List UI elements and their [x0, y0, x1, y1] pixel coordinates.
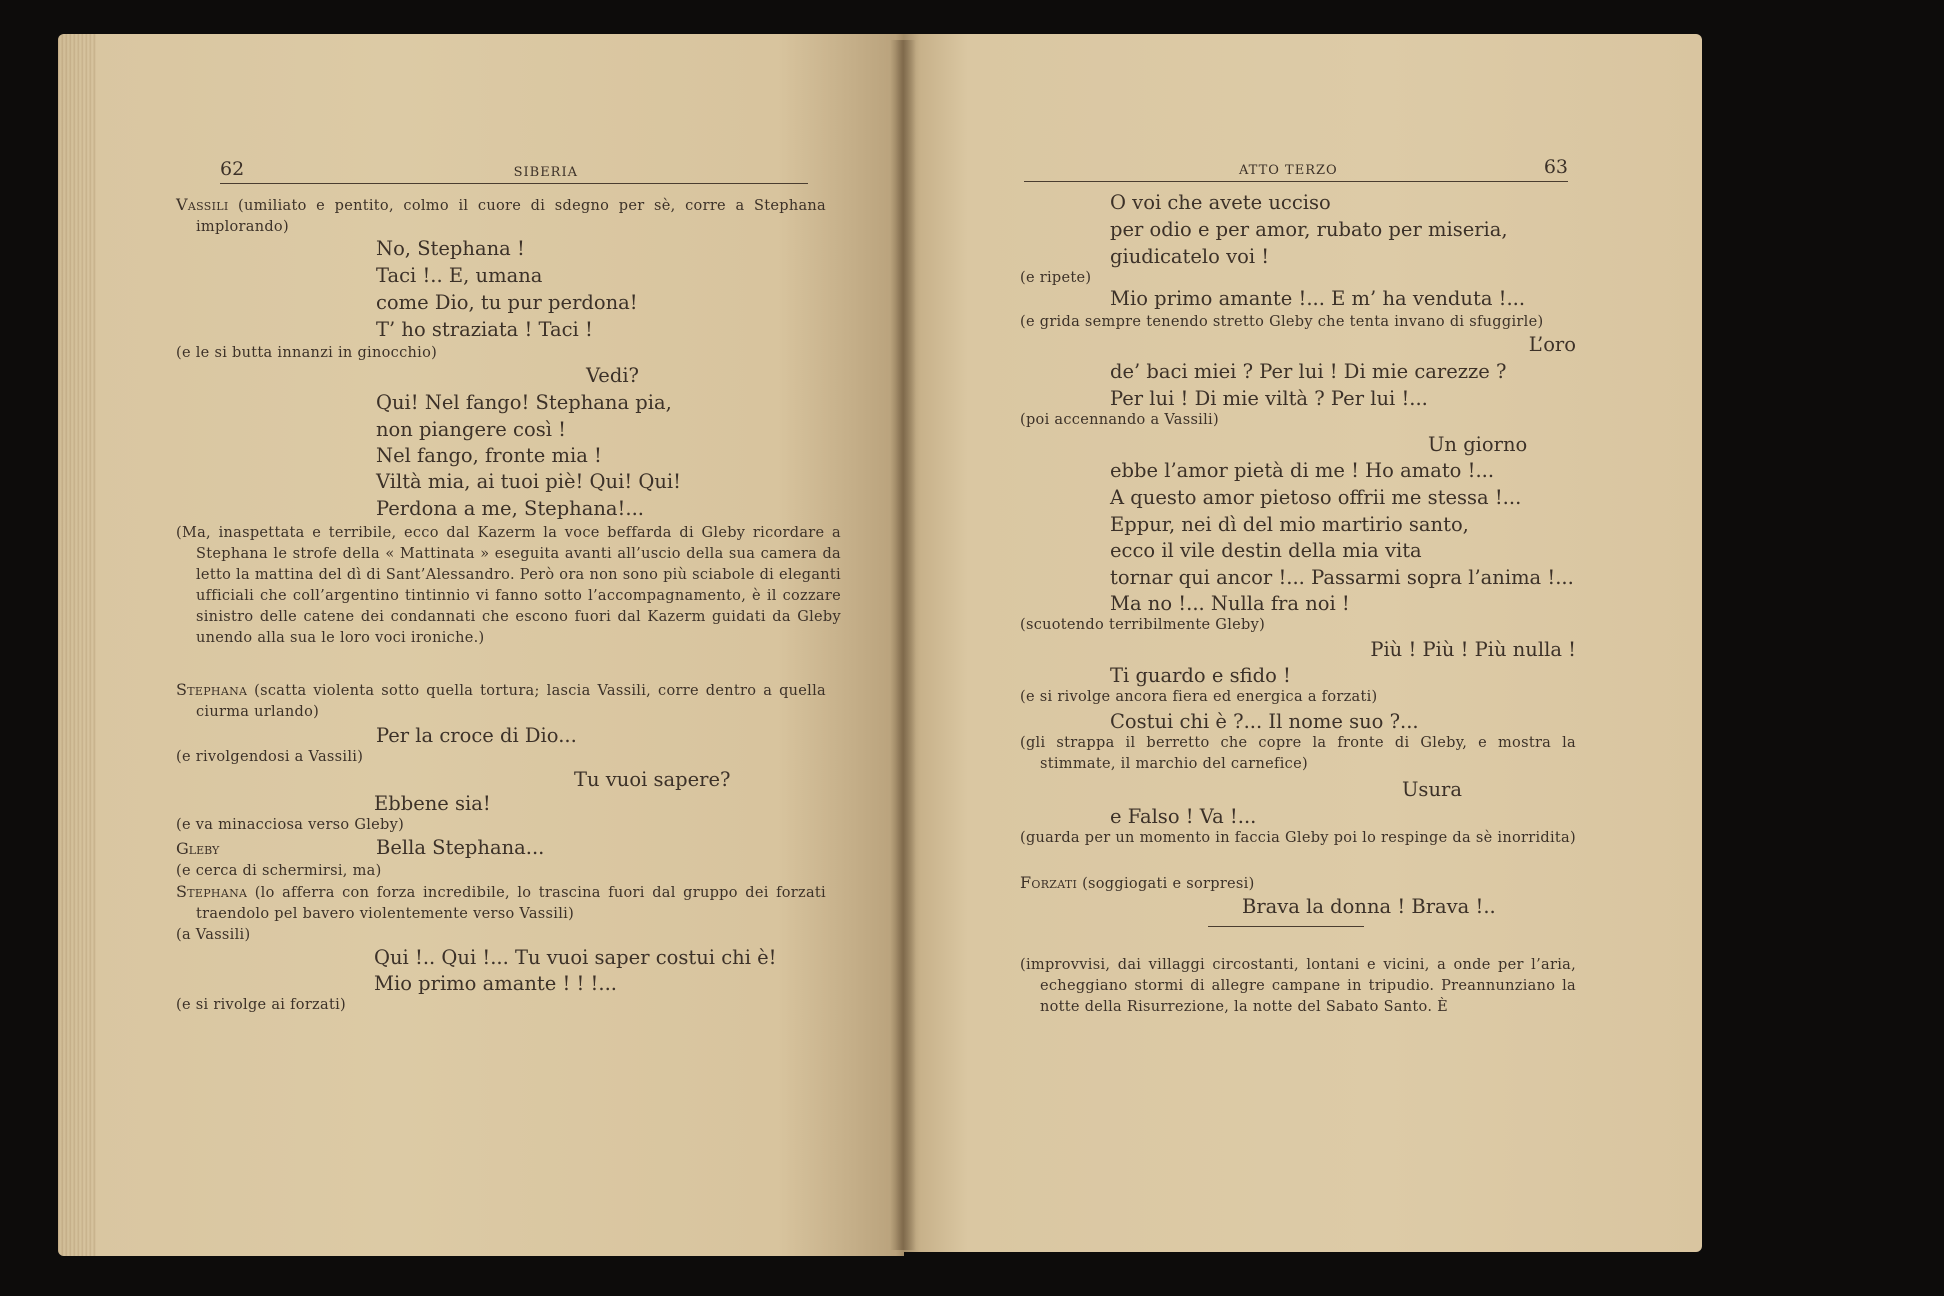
right-running-title: ATTO TERZO — [1239, 163, 1338, 178]
stage-direction: (e cerca di schermirsi, ma) — [176, 863, 382, 879]
left-page-number: 62 — [220, 158, 245, 180]
left-text-column — [176, 194, 841, 1015]
verse-line: de’ baci miei ? Per lui ! Di mie carezze ? — [1110, 360, 1507, 383]
verse-line: Ti guardo e sfido ! — [1110, 664, 1291, 687]
stage-direction: (e grida sempre tenendo stretto Gleby che tenta invano di sfuggirle) — [1020, 314, 1544, 330]
line — [176, 679, 826, 723]
verse-line: Per lui ! Di mie viltà ? Per lui !... — [1110, 387, 1428, 410]
stage-direction: (e le si butta innanzi in ginocchio) — [176, 345, 438, 361]
verse-line: tornar qui ancor !... Passarmi sopra l’anima !... — [1110, 566, 1574, 589]
verse-line: Ebbene sia! — [374, 792, 491, 815]
stage-direction: (scatta violenta sotto quella tortura; lascia Vassili, corre dentro a quella ciurma urlando) — [196, 683, 826, 720]
verse-line: Costui chi è ?... Il nome suo ?... — [1110, 710, 1419, 733]
stage-direction: (e rivolgendosi a Vassili) — [176, 749, 364, 765]
speaker-name: Vassili — [176, 195, 229, 214]
verse-line: Qui !.. Qui !... Tu vuoi saper costui chi è! — [374, 946, 777, 969]
verse-line: Più ! Più ! Più nulla ! — [1370, 638, 1576, 661]
stage-direction: (guarda per un momento in faccia Gleby poi lo respinge da sè inorridita) — [1020, 830, 1576, 846]
stage-direction: (e va minacciosa verso Gleby) — [176, 817, 405, 833]
verse-line: e Falso ! Va !... — [1110, 805, 1257, 828]
verse-line: Perdona a me, Stephana!... — [376, 497, 644, 520]
stage-direction: (soggiogati e sorpresi) — [1077, 876, 1255, 892]
section-divider — [1208, 926, 1364, 955]
right-text-column — [1020, 190, 1576, 1021]
stage-direction: (lo afferra con forza incredibile, lo trascina fuori dal gruppo dei forzati traendolo pel bavero violentemente verso Vassili) — [196, 885, 826, 922]
verse-line: Nel fango, fronte mia ! — [376, 444, 602, 467]
verse-line: Viltà mia, ai tuoi piè! Qui! Qui! — [376, 470, 681, 493]
speaker-name: Stephana — [176, 680, 248, 699]
left-page — [58, 34, 904, 1256]
left-running-title: SIBERIA — [513, 165, 578, 180]
verse-line: per odio e per amor, rubato per miseria, — [1110, 218, 1508, 241]
right-page — [904, 34, 1702, 1252]
stage-direction: (e si rivolge ancora fiera ed energica a forzati) — [1020, 689, 1378, 705]
verse-line: Mio primo amante ! ! !... — [374, 972, 617, 995]
verse-line: No, Stephana ! — [376, 237, 525, 260]
line — [176, 835, 826, 861]
speaker-name: Forzati — [1020, 873, 1078, 892]
verse-line: ecco il vile destin della mia vita — [1110, 539, 1422, 562]
stage-direction: (a Vassili) — [176, 927, 251, 943]
verse-line: Bella Stephana... — [376, 836, 545, 859]
verse-line: L’oro — [1528, 333, 1576, 356]
stage-direction: (gli strappa il berretto che copre la fronte di Gleby, e mostra la stimmate, il marchio del carnefice) — [1020, 735, 1576, 772]
stage-direction: (Ma, inaspettata e terribile, ecco dal Kazerm la voce beffarda di Gleby ricordare a Stephana le strofe della « Mattinata » eseguita avanti all’uscio della sua camera da letto la mattina del dì di Sant’Alessandro. Però ora non sono più sciabole di eleganti ufficiali che coll’argentino tintinnio vi fanno sotto l’accompagnamento, è il cozzare sinistro delle catene dei condannati che escono fuori dal Kazerm guidati da Gleby unendo alla sua le loro voci ironiche.) — [176, 525, 841, 646]
verse-line: O voi che avete ucciso — [1110, 191, 1331, 214]
right-page-number: 63 — [1543, 156, 1568, 178]
verse-line: Taci !.. E, umana — [376, 264, 543, 287]
stage-direction: (e ripete) — [1020, 270, 1092, 286]
stage-direction: (poi accennando a Vassili) — [1020, 412, 1219, 428]
verse-line: Tu vuoi sapere? — [574, 768, 731, 791]
line — [176, 194, 826, 236]
stage-direction: (scuotendo terribilmente Gleby) — [1020, 617, 1266, 633]
verse-line: T’ ho straziata ! Taci ! — [376, 318, 593, 341]
verse-line: Brava la donna ! Brava !.. — [1242, 895, 1496, 918]
left-running-head — [220, 152, 808, 184]
verse-line: ebbe l’amor pietà di me ! Ho amato !... — [1110, 459, 1495, 482]
stage-direction: (umiliato e pentito, colmo il cuore di sdegno per sè, corre a Stephana implorando) — [196, 198, 826, 235]
verse-line: Vedi? — [586, 364, 640, 387]
verse-line: non piangere così ! — [376, 418, 566, 441]
right-running-head — [1024, 148, 1568, 182]
line — [176, 881, 826, 925]
verse-line: Ma no !... Nulla fra noi ! — [1110, 592, 1350, 615]
verse-line: A questo amor pietoso offrii me stessa !... — [1110, 486, 1522, 509]
verse-line: Qui! Nel fango! Stephana pia, — [376, 391, 672, 414]
verse-line: come Dio, tu pur perdona! — [376, 291, 638, 314]
speaker-name: Gleby — [176, 839, 220, 858]
verse-line: giudicatelo voi ! — [1110, 245, 1270, 268]
line — [1020, 872, 1576, 894]
stage-direction: (improvvisi, dai villaggi circostanti, lontani e vicini, a onde per l’aria, echeggiano stormi di allegre campane in tripudio. Preannunziano la notte della Risurrezione, la notte del Sabato Santo. È — [1020, 957, 1576, 1015]
verse-line: Mio primo amante !... E m’ ha venduta !... — [1110, 287, 1526, 310]
verse-line: Un giorno — [1428, 433, 1528, 456]
verse-line: Usura — [1402, 778, 1462, 801]
book-gutter — [890, 40, 916, 1250]
stage-direction: (e si rivolge ai forzati) — [176, 997, 346, 1013]
verse-line: Per la croce di Dio... — [376, 724, 577, 747]
speaker-name: Stephana — [176, 882, 248, 901]
verse-line: Eppur, nei dì del mio martirio santo, — [1110, 513, 1469, 536]
